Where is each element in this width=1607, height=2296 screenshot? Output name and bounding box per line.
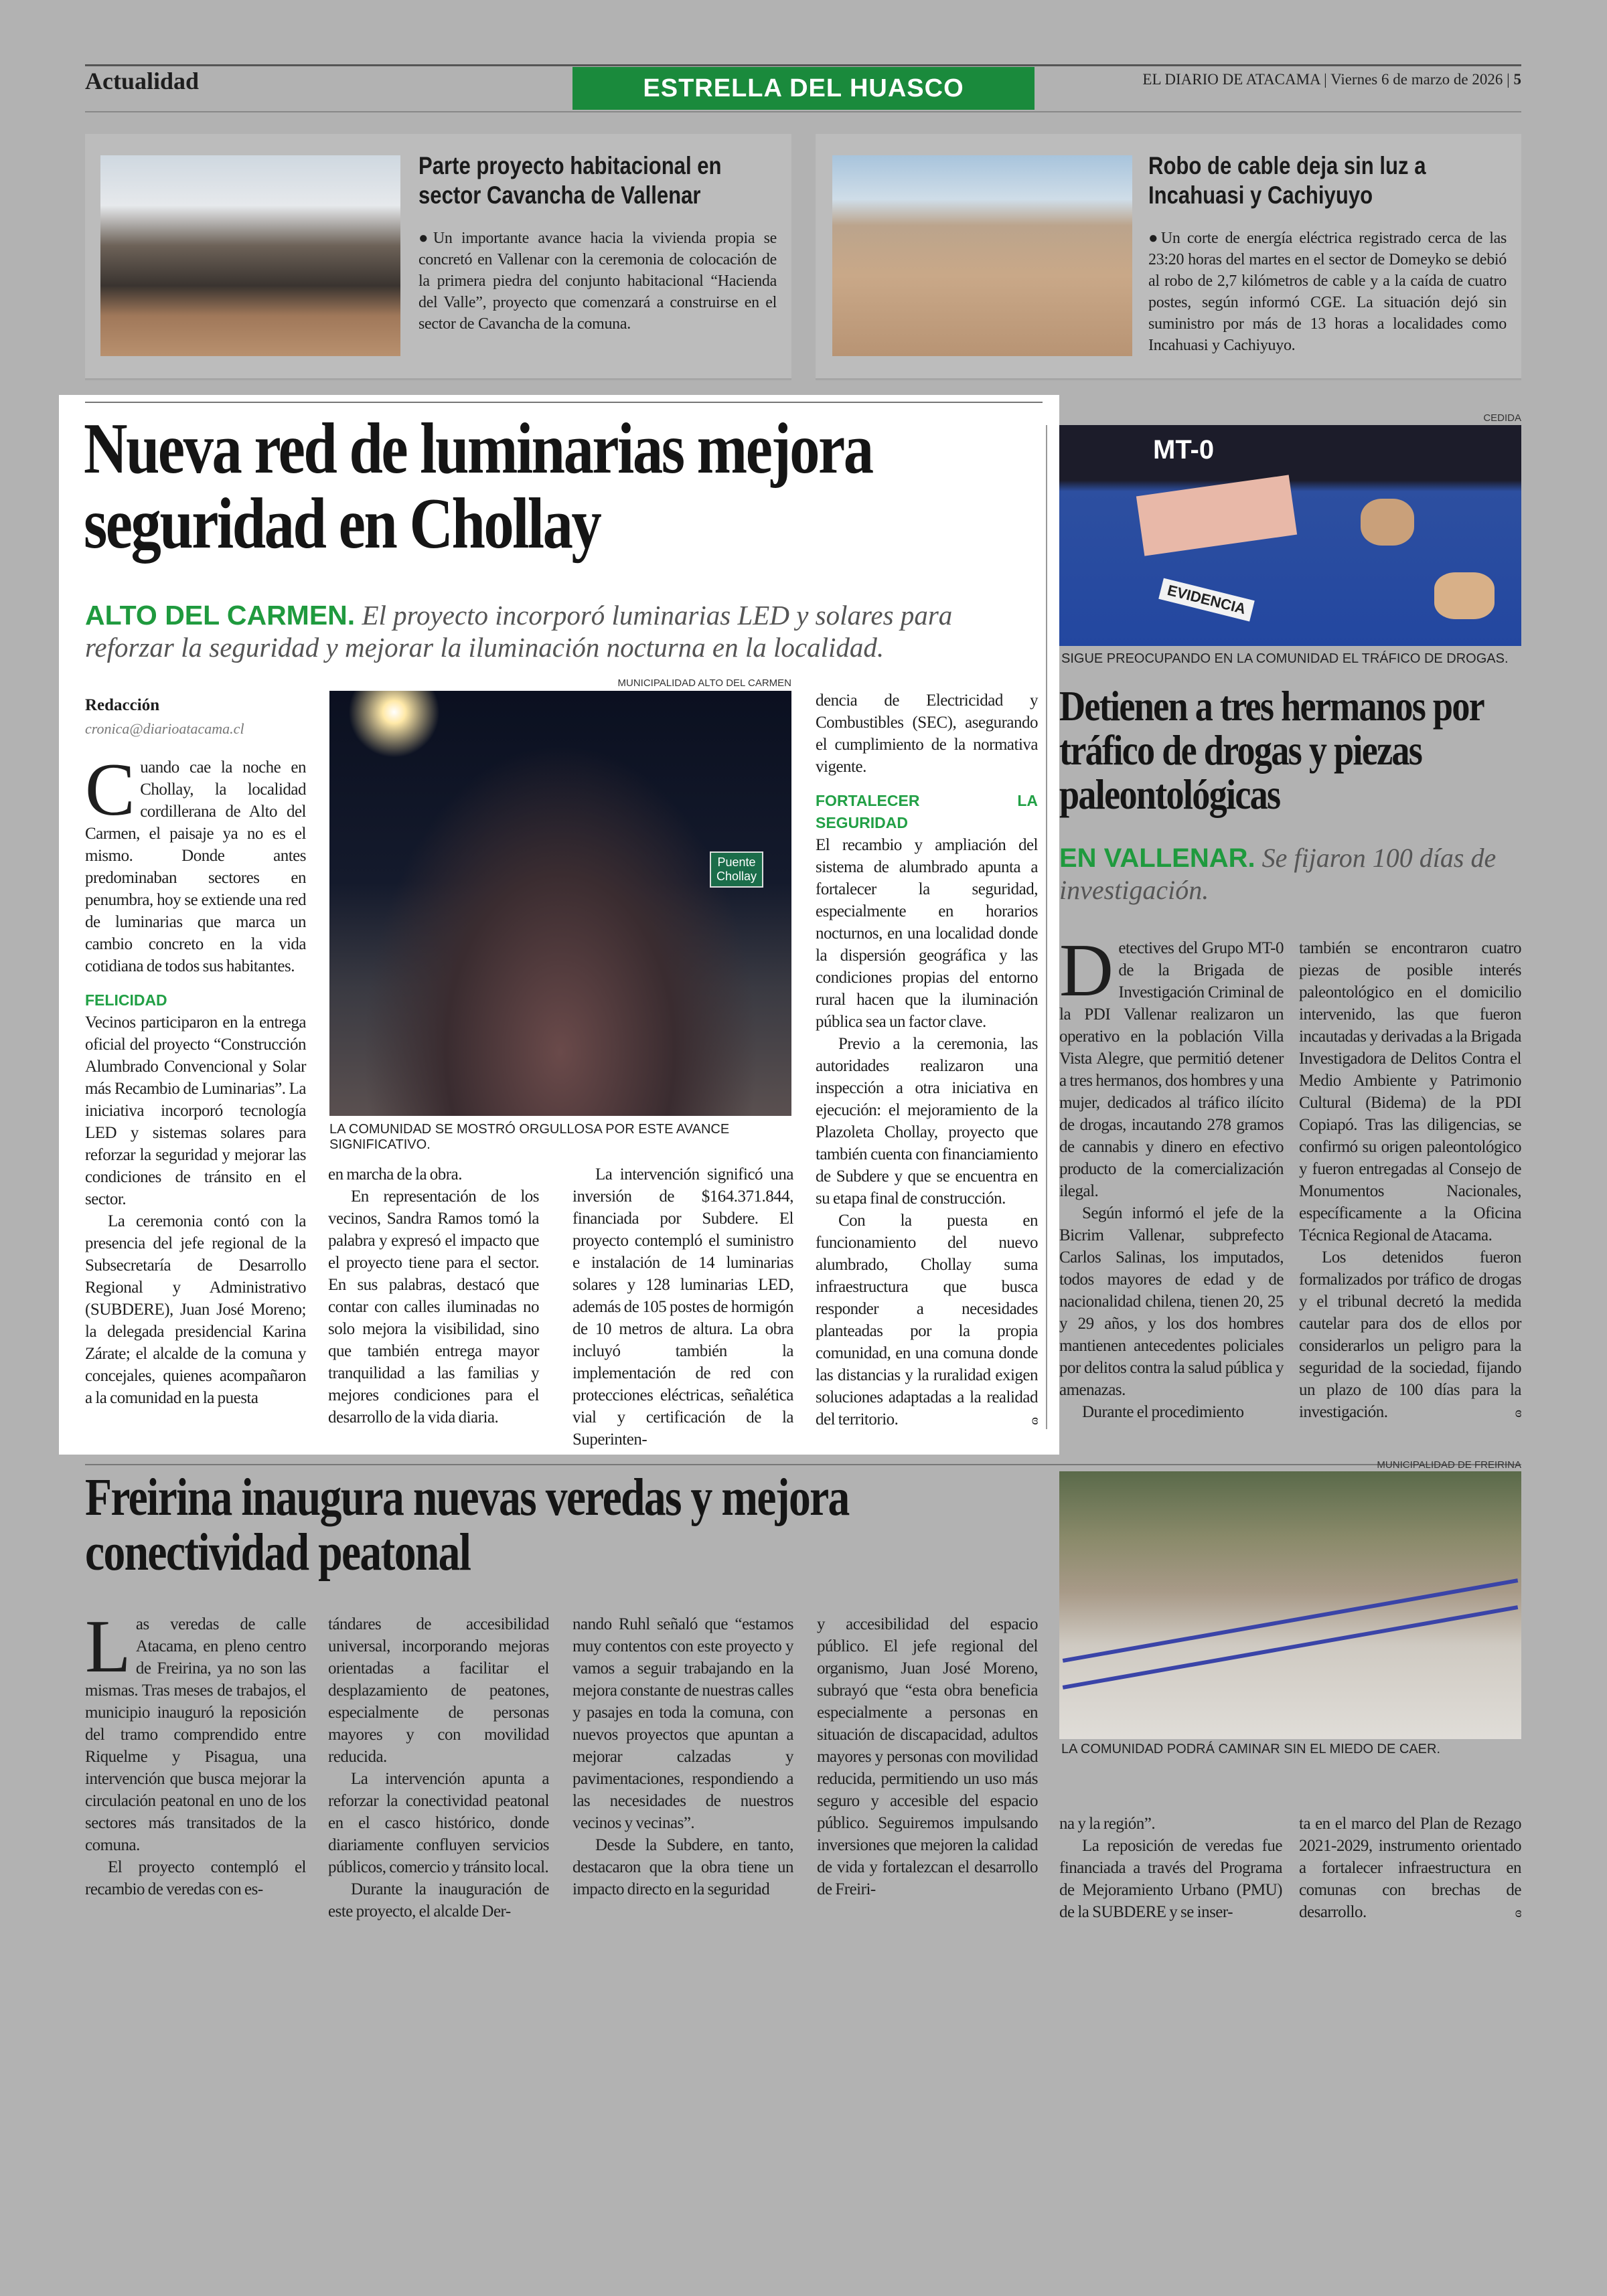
main-deck-text: El proyecto incorporó luminarias LED y solares para reforzar la seguridad y mejorar la iluminación nocturna en la localidad.	[85, 600, 953, 663]
top-story-body: ●Un importante avance hacia la vivienda propia se concretó en Vallenar con la ceremonia de colocación de la primera piedra del conjunto habitacional “Hacienda del Valle”, proyecto que comenzará a construirse en el sector de Cavancha de la comuna.	[418, 230, 777, 333]
drop-cap: C	[85, 748, 135, 831]
paragraph-text: as veredas de calle Atacama, en pleno centro de Freirina, ya no son las mismas. Tras meses de trabajos, el municipio inauguró la reposición del tramo comprendido entre Riquelme y Pisagua, una intervención que busca mejorar la circulación peatonal en uno de los sectores más transitados de la comuna.	[85, 1615, 306, 1854]
paragraph	[816, 1033, 1038, 1210]
drop-cap: L	[85, 1605, 131, 1688]
paragraph	[328, 1878, 549, 1922]
paragraph	[85, 748, 306, 977]
subheading: FORTALECER LA SEGURIDAD	[816, 792, 1038, 831]
photo-banner: MT-0	[1153, 435, 1215, 465]
main-column-2	[328, 1163, 539, 1428]
paragraph	[1059, 1813, 1282, 1835]
paragraph-text: Vecinos participaron en la entrega oficial del proyecto “Construcción Alumbrado Convencional y Solar más Recambio de Luminarias”. La iniciativa incorporó tecnología LED y sistemas solares para reforzar la seguridad y mejorar las condiciones de tránsito en el sector.	[85, 1013, 306, 1208]
top-story-title[interactable]: Parte proyecto habitacional en sector Cavancha de Vallenar	[418, 152, 722, 209]
paragraph-text: en marcha de la obra.	[328, 1165, 462, 1183]
photo-caption: LA COMUNIDAD SE MOSTRÓ ORGULLOSA POR ESTE AVANCE SIGNIFICATIVO.	[329, 1122, 730, 1152]
paragraph-text: La intervención apunta a reforzar la conectividad peatonal en el casco histórico, donde diariamente confluyen servicios públicos, comercio y tránsito local.	[328, 1770, 549, 1876]
header-rule-top	[85, 64, 1521, 66]
photo-credit: MUNICIPALIDAD ALTO DEL CARMEN	[617, 677, 791, 689]
paragraph-text: La ceremonia contó con la presencia del jefe regional de la Subsecretaría de Desarrollo Regional y Administrativo (SUBDERE), Juan José Moreno; la delegada presidencial Karina Zárate; el alcalde de la comuna y concejales, quienes acompañaron a la comunidad en la puesta	[85, 1212, 306, 1407]
bottom-column-4	[817, 1613, 1038, 1900]
bottom-column-3	[572, 1613, 793, 1900]
side-deck-text: Se fijaron 100 días de investigación.	[1059, 843, 1497, 905]
paragraph	[85, 1210, 306, 1409]
main-deck	[85, 599, 1043, 663]
photo-credit: CEDIDA	[1483, 412, 1521, 424]
evidence-label: EVIDENCIA	[1158, 578, 1254, 622]
paragraph-text: Desde la Subdere, en tanto, destacaron que la obra tiene un impacto directo en la seguridad	[572, 1836, 793, 1898]
paragraph-text: y accesibilidad del espacio público. El jefe regional del organismo, Juan José Moreno, subrayó que “esta obra beneficia especialmente a personas en situación de discapacidad, adultos mayores y personas con movilidad reducida, permitiendo un uso más seguro y accesible del espacio público. Seguiremos impulsando inversiones que mejoren la calidad de vida y fortalezcan el desarrollo de Freiri-	[817, 1615, 1038, 1898]
paragraph-text: El proyecto contempló el recambio de veredas con es-	[85, 1858, 306, 1898]
paragraph	[328, 1185, 539, 1428]
side-column-1	[1059, 929, 1284, 1423]
paragraph	[572, 1163, 793, 1451]
paragraph-text: nando Ruhl señaló que “estamos muy contentos con este proyecto y vamos a seguir trabajando en la mejora constante de nuestras calles y pasajes en toda la comuna, con nuevos proyectos que apuntan a mejorar calzadas y pavimentaciones, respondiendo a las necesidades de nuestros vecinos y vecinas”.	[572, 1615, 793, 1832]
photo-credit: MUNICIPALIDAD DE FREIRINA	[1377, 1459, 1521, 1471]
main-rule	[85, 402, 1043, 403]
paragraph-text: también se encontraron cuatro piezas de posible interés paleontológico en el domicilio intervenido, las que fueron incautadas y derivadas a la Brigada Investigadora de Delitos Contra el Medio Ambiente y Patrimonio Cultural (Bidema) de la PDI Copiapó. Tras las diligencias, se confirmó su origen paleontológico y fueron entregadas al Consejo de Monumentos Nacionales, específicamente a la Oficina Técnica Regional de Atacama.	[1299, 939, 1521, 1244]
paragraph-text: Los detenidos fueron formalizados por tráfico de drogas y el tribunal decretó la medida cautelar para dos de ellos por considerarlos un peligro para la seguridad de la sociedad, fijando un plazo de 100 días para la investigación.	[1299, 1248, 1521, 1421]
fossil-piece	[1361, 499, 1414, 546]
byline: Redacción	[85, 696, 160, 714]
paragraph	[816, 1210, 1038, 1430]
photo-caption: SIGUE PREOCUPANDO EN LA COMUNIDAD EL TRÁFICO DE DROGAS.	[1061, 651, 1509, 666]
paragraph	[572, 1613, 793, 1834]
paragraph-text: uando cae la noche en Chollay, la localidad cordillerana de Alto del Carmen, el paisaje ya no es el mismo. Donde antes predominaban sectores en penumbra, hoy se extiende una red de luminarias que marca un cambio concreto en la vida cotidiana de todos sus habitantes.	[85, 758, 306, 975]
paragraph-text: Durante la inauguración de este proyecto, el alcalde Der-	[328, 1880, 549, 1920]
paragraph-text: El recambio y ampliación del sistema de alumbrado apunta a fortalecer la seguridad, especialmente en horarios nocturnos, en una localidad donde la dispersión geográfica y las condiciones propias del entorno rural hacen que la iluminación pública sea un factor clave.	[816, 836, 1038, 1031]
bottom-column-5	[1059, 1813, 1282, 1923]
top-story-body: ●Un corte de energía eléctrica registrado cerca de las 23:20 horas del martes en el sector de Domeyko se debió al robo de 2,7 kilómetros de cable y a la caída de cuatro postes, según informó CGE. La situación dejó sin suministro por más de 13 horas a localidades como Incahuasi y Cachiyuyo.	[1148, 230, 1507, 354]
housing-ceremony-photo	[100, 155, 400, 356]
side-deck	[1059, 842, 1521, 906]
top-story-cable-theft[interactable]	[816, 134, 1521, 380]
paragraph	[328, 1768, 549, 1878]
header-rule-bottom	[85, 111, 1521, 112]
side-kicker: EN VALLENAR.	[1059, 843, 1255, 873]
paragraph-text: En representación de los vecinos, Sandra Ramos tomó la palabra y expresó el impacto que el proyecto tiene para el sector. En sus palabras, destacó que contar con calles iluminadas no solo mejora la visibilidad, sino que también entrega mayor tranquilidad a las familias y mejores condiciones para el desarrollo de la vida diaria.	[328, 1187, 539, 1426]
side-headline[interactable]: Detienen a tres hermanos por tráfico de drogas y piezas paleontológicas	[1059, 683, 1484, 818]
fossil-piece	[1434, 572, 1495, 619]
paragraph-text: Previo a la ceremonia, las autoridades realizaron una inspección a otra iniciativa en ejecución: el mejoramiento de la Plazoleta Chollay, proyecto que también cuenta con financiamiento de Subdere y que se encuentra en su etapa final de construcción.	[816, 1035, 1038, 1208]
paragraph	[816, 834, 1038, 1033]
paragraph	[1059, 929, 1284, 1202]
paragraph-text: La reposición de veredas fue financiada a través del Programa de Mejoramiento Urbano (PMU) de la SUBDERE y se inser-	[1059, 1837, 1282, 1921]
folio: EL DIARIO DE ATACAMA | Viernes 6 de marzo de 2026 | 5	[1142, 71, 1521, 88]
end-mark-icon: ɞ	[1515, 1904, 1521, 1920]
author-email[interactable]: cronica@diarioatacama.cl	[85, 720, 244, 737]
section-label: Actualidad	[85, 68, 200, 94]
paragraph-text: dencia de Electricidad y Combustibles (SEC), asegurando el cumplimiento de la normativa vigente.	[816, 691, 1038, 776]
paragraph-text: na y la región”.	[1059, 1815, 1156, 1833]
paragraph	[85, 1856, 306, 1900]
subheading: FELICIDAD	[85, 991, 167, 1009]
sidewalk-photo	[1059, 1471, 1521, 1739]
paragraph-text: Durante el procedimiento	[1082, 1403, 1244, 1421]
paragraph	[817, 1613, 1038, 1900]
paragraph	[1059, 1835, 1282, 1923]
side-column-2	[1299, 937, 1521, 1423]
paragraph	[1059, 1401, 1284, 1423]
paragraph-text: tándares de accesibilidad universal, incorporando mejoras orientadas a facilitar el desplazamiento de peatones, especialmente de personas mayores y con movilidad reducida.	[328, 1615, 549, 1766]
paragraph-text: etectives del Grupo MT-0 de la Brigada de Investigación Criminal de la PDI Vallenar realizaron un operativo en la población Villa Vista Alegre, que permitió detener a tres hermanos, dos hombres y una mujer, dedicados al tráfico ilícito de drogas, incautando 278 gramos de cannabis y dinero en efectivo producto de la comercialización ilegal.	[1059, 939, 1284, 1200]
main-kicker: ALTO DEL CARMEN.	[85, 600, 356, 631]
main-column-1	[85, 748, 306, 1409]
bottom-headline[interactable]: Freirina inaugura nuevas veredas y mejora conectividad peatonal	[85, 1469, 849, 1582]
paragraph	[1059, 1202, 1284, 1401]
paragraph-text: ta en el marco del Plan de Rezago 2021-2029, instrumento orientado a fortalecer infraestructura en comunas con brechas de desarrollo.	[1299, 1815, 1521, 1921]
road-sign: Puente Chollay	[710, 851, 763, 888]
photo-caption: LA COMUNIDAD PODRÁ CAMINAR SIN EL MIEDO DE CAER.	[1061, 1742, 1441, 1756]
main-column-4	[816, 689, 1038, 1430]
paragraph	[1299, 937, 1521, 1246]
main-column-3	[572, 1163, 793, 1451]
brand-bar: ESTRELLA DEL HUASCO	[572, 67, 1035, 110]
paragraph-text: Con la puesta en funcionamiento del nuevo alumbrado, Chollay suma infraestructura que busca responder a necesidades planteadas por la propia comunidad, en una comuna donde las distancias y la ruralidad exigen soluciones adaptadas a la realidad del territorio.	[816, 1212, 1038, 1428]
end-mark-icon: ɞ	[1031, 1411, 1038, 1428]
evidence-money	[1136, 475, 1297, 556]
paragraph	[85, 1011, 306, 1210]
drop-cap: D	[1059, 929, 1114, 1012]
bottom-column-6	[1299, 1813, 1521, 1923]
cable-theft-photo	[832, 155, 1132, 356]
bottom-column-1	[85, 1605, 306, 1900]
paragraph	[1299, 1813, 1521, 1923]
column-divider	[1046, 425, 1047, 1429]
bottom-column-2	[328, 1613, 549, 1922]
main-headline[interactable]: Nueva red de luminarias mejora seguridad en Chollay	[84, 409, 872, 564]
top-story-title[interactable]: Robo de cable deja sin luz a Incahuasi y Cachiyuyo	[1148, 152, 1426, 209]
paragraph	[816, 689, 1038, 778]
paragraph-text: La intervención significó una inversión de $164.371.844, financiada por Subdere. El proyecto contempló el suministro e instalación de 14 luminarias solares y 128 luminarias LED, además de 105 postes de hormigón de 10 metros de altura. La obra incluyó también la implementación de red con protecciones eléctricas, señalética vial y certificación de la Superinten-	[572, 1165, 793, 1449]
paragraph	[1299, 1246, 1521, 1423]
paragraph	[572, 1834, 793, 1900]
chollay-lights-photo	[329, 691, 791, 1116]
end-mark-icon: ɞ	[1515, 1404, 1521, 1420]
issue-date: Viernes 6 de marzo de 2026	[1330, 71, 1503, 88]
drug-evidence-photo	[1059, 425, 1521, 646]
paragraph	[328, 1613, 549, 1768]
page-number: 5	[1513, 71, 1521, 88]
paragraph-text: Según informó el jefe de la Bicrim Vallenar, subprefecto Carlos Salinas, los imputados, todos mayores de edad y de nacionalidad chilena, tienen 20, 25 y 29 años, y los dos hombres mantienen antecedentes policiales por delitos contra la salud pública y amenazas.	[1059, 1204, 1284, 1399]
paragraph	[85, 1605, 306, 1856]
newspaper-name: EL DIARIO DE ATACAMA	[1142, 71, 1320, 88]
paragraph	[328, 1163, 539, 1185]
top-story-housing[interactable]	[85, 134, 791, 380]
